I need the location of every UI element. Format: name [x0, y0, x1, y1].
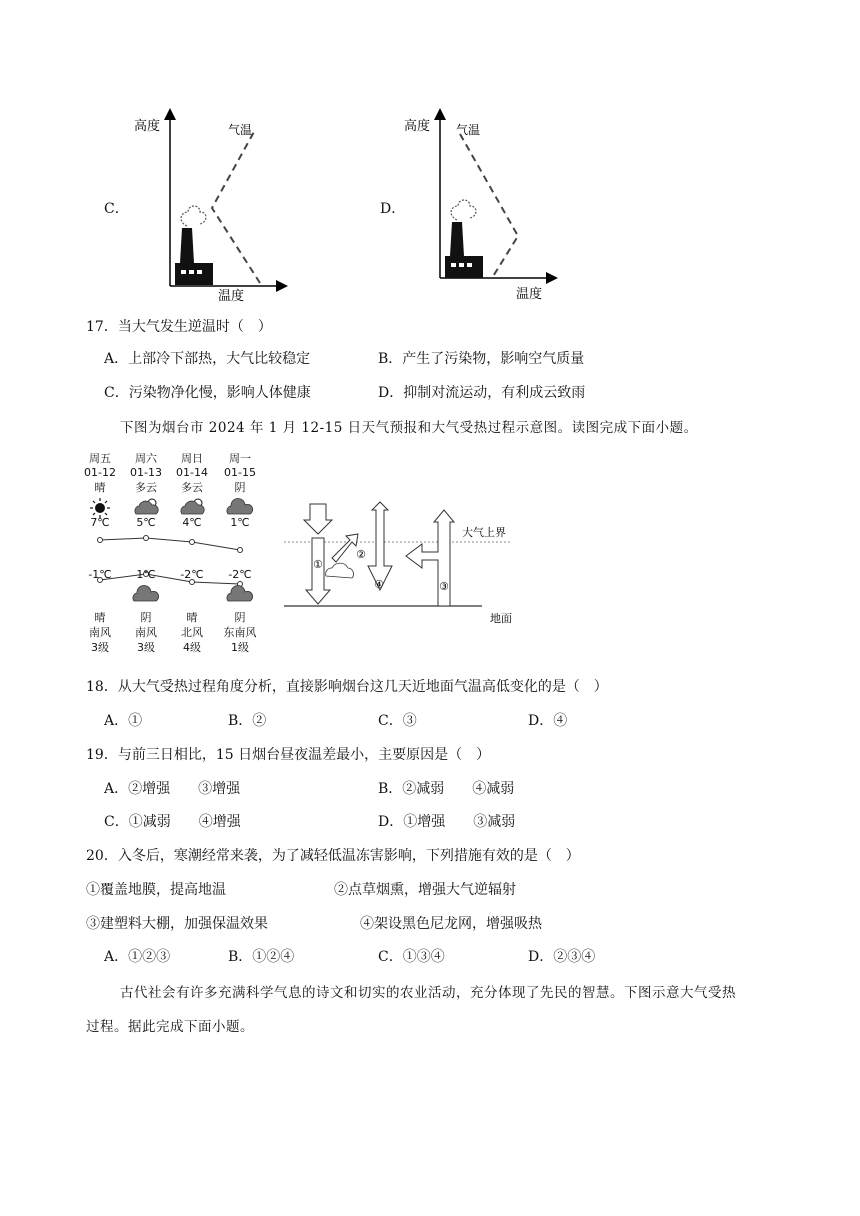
option-d-label: D．	[380, 201, 406, 217]
graph-c	[130, 108, 290, 304]
high-temp: 7℃	[90, 516, 110, 529]
cloud-icon	[326, 563, 354, 578]
marker-3: ③	[439, 580, 449, 593]
q20-option-d[interactable]: D．②③④	[528, 949, 596, 965]
intro-paragraph-2-line-1: 古代社会有许多充满科学气息的诗文和切实的农业活动，充分体现了先民的智慧。下图示意大气受热	[120, 985, 736, 1001]
day-date: 01-13	[130, 466, 162, 479]
day-week: 周五	[89, 452, 111, 465]
arrow-4	[368, 502, 392, 590]
low-temp: 1℃	[136, 568, 156, 581]
curve-label: 气温	[456, 123, 481, 137]
q19-option-b[interactable]: B．②减弱 ④减弱	[378, 781, 515, 797]
q18-option-c[interactable]: C．③	[378, 713, 417, 729]
y-axis-label: 高度	[404, 119, 431, 134]
high-temp: 5℃	[136, 516, 156, 529]
q19-option-a[interactable]: A．②增强 ③增强	[104, 781, 241, 797]
cloud-icon	[227, 498, 253, 514]
weather-forecast	[82, 450, 262, 660]
q17-stem: 17．当大气发生逆温时（ ）	[86, 319, 272, 335]
q20-stem: 20．入冬后，寒潮经常来袭，为了减轻低温冻害影响，下列措施有效的是（ ）	[86, 848, 580, 864]
q18-option-b[interactable]: B．②	[228, 713, 267, 729]
intro-paragraph-2-line-2: 过程。据此完成下面小题。	[86, 1019, 254, 1035]
factory-icon	[175, 206, 213, 285]
factory-icon	[445, 200, 483, 278]
q19-option-d[interactable]: D．①增强 ③减弱	[378, 814, 516, 830]
wind-level: 3级	[137, 641, 155, 654]
q18-stem: 18．从大气受热过程角度分析，直接影响烟台这几天近地面气温高低变化的是（ ）	[86, 679, 608, 695]
night-weather: 晴	[94, 611, 106, 624]
arrow-2	[332, 534, 358, 562]
graph-d	[400, 108, 560, 304]
q20-option-c[interactable]: C．①③④	[378, 949, 445, 965]
day-weather: 晴	[94, 481, 106, 494]
day-weather: 多云	[135, 481, 157, 494]
wind-direction: 南风	[135, 626, 157, 639]
curve-label: 气温	[228, 123, 253, 137]
x-axis-label: 温度	[516, 287, 543, 302]
q20-option-b[interactable]: B．①②④	[228, 949, 295, 965]
q20-statement-2: ②点草烟熏，增强大气逆辐射	[334, 882, 516, 898]
q17-option-a[interactable]: A．上部冷下部热，大气比较稳定	[104, 351, 311, 367]
q19-stem: 19．与前三日相比，15 日烟台昼夜温差最小，主要原因是（ ）	[86, 747, 491, 763]
day-week: 周一	[229, 452, 251, 465]
forecast-night-4	[218, 610, 262, 655]
day-weather: 多云	[181, 481, 203, 494]
intro-paragraph-1: 下图为烟台市 2024 年 1 月 12-15 日天气预报和大气受热过程示意图。读图完成下面小题。	[120, 420, 698, 436]
q17-option-b[interactable]: B．产生了污染物，影响空气质量	[378, 351, 585, 367]
top-label: 大气上界	[462, 526, 506, 539]
option-c-label: C．	[104, 201, 129, 217]
marker-2: ②	[356, 548, 366, 561]
q18-option-a[interactable]: A．①	[104, 713, 143, 729]
q20-statement-1: ①覆盖地膜，提高地温	[86, 882, 226, 898]
night-weather: 阴	[140, 611, 152, 624]
day-week: 周六	[135, 452, 157, 465]
high-temp: 4℃	[182, 516, 202, 529]
q20-option-a[interactable]: A．①②③	[104, 949, 171, 965]
q20-statement-3: ③建塑料大棚，加强保温效果	[86, 916, 268, 932]
arrow-1	[304, 504, 332, 604]
marker-4: ④	[374, 578, 384, 591]
high-temp: 1℃	[230, 516, 250, 529]
atmosphere-heating-diagram	[282, 500, 522, 630]
wind-direction: 东南风	[223, 626, 257, 639]
q19-option-c[interactable]: C．①减弱 ④增强	[104, 814, 241, 830]
day-date: 01-14	[176, 466, 208, 479]
wind-direction: 南风	[89, 626, 111, 639]
wind-level: 4级	[183, 641, 201, 654]
low-temp: -1℃	[88, 568, 112, 581]
ground-label: 地面	[490, 612, 512, 625]
night-weather: 阴	[234, 611, 246, 624]
wind-direction: 北风	[181, 626, 203, 639]
cloud-icon	[133, 585, 159, 601]
forecast-day-1	[82, 450, 118, 495]
forecast-night-1	[82, 610, 118, 655]
q17-option-d[interactable]: D．抑制对流运动，有利成云致雨	[378, 385, 586, 401]
forecast-day-2	[128, 450, 164, 495]
forecast-night-2	[128, 610, 164, 655]
day-week: 周日	[181, 452, 203, 465]
low-temp: -2℃	[180, 568, 204, 581]
cloud-icon	[227, 585, 253, 601]
night-weather: 晴	[186, 611, 198, 624]
forecast-day-3	[174, 450, 210, 495]
low-temp: -2℃	[228, 568, 252, 581]
q17-option-c[interactable]: C．污染物净化慢，影响人体健康	[104, 385, 311, 401]
q20-statement-4: ④架设黑色尼龙网，增强吸热	[360, 916, 542, 932]
forecast-night-3	[174, 610, 210, 655]
q18-option-d[interactable]: D．④	[528, 713, 568, 729]
partly-cloudy-icon	[181, 499, 204, 514]
day-date: 01-15	[224, 466, 256, 479]
wind-level: 1级	[231, 641, 249, 654]
temp-curve	[212, 130, 260, 283]
marker-1: ①	[313, 558, 323, 571]
partly-cloudy-icon	[135, 499, 158, 514]
sun-icon	[90, 498, 110, 518]
forecast-day-4	[222, 450, 258, 495]
moon-icon	[94, 587, 102, 603]
day-weather: 阴	[234, 481, 246, 494]
y-axis-label: 高度	[134, 119, 161, 134]
day-date: 01-12	[84, 466, 116, 479]
x-axis-label: 温度	[218, 289, 245, 304]
moon-icon	[186, 587, 194, 603]
wind-level: 3级	[91, 641, 109, 654]
